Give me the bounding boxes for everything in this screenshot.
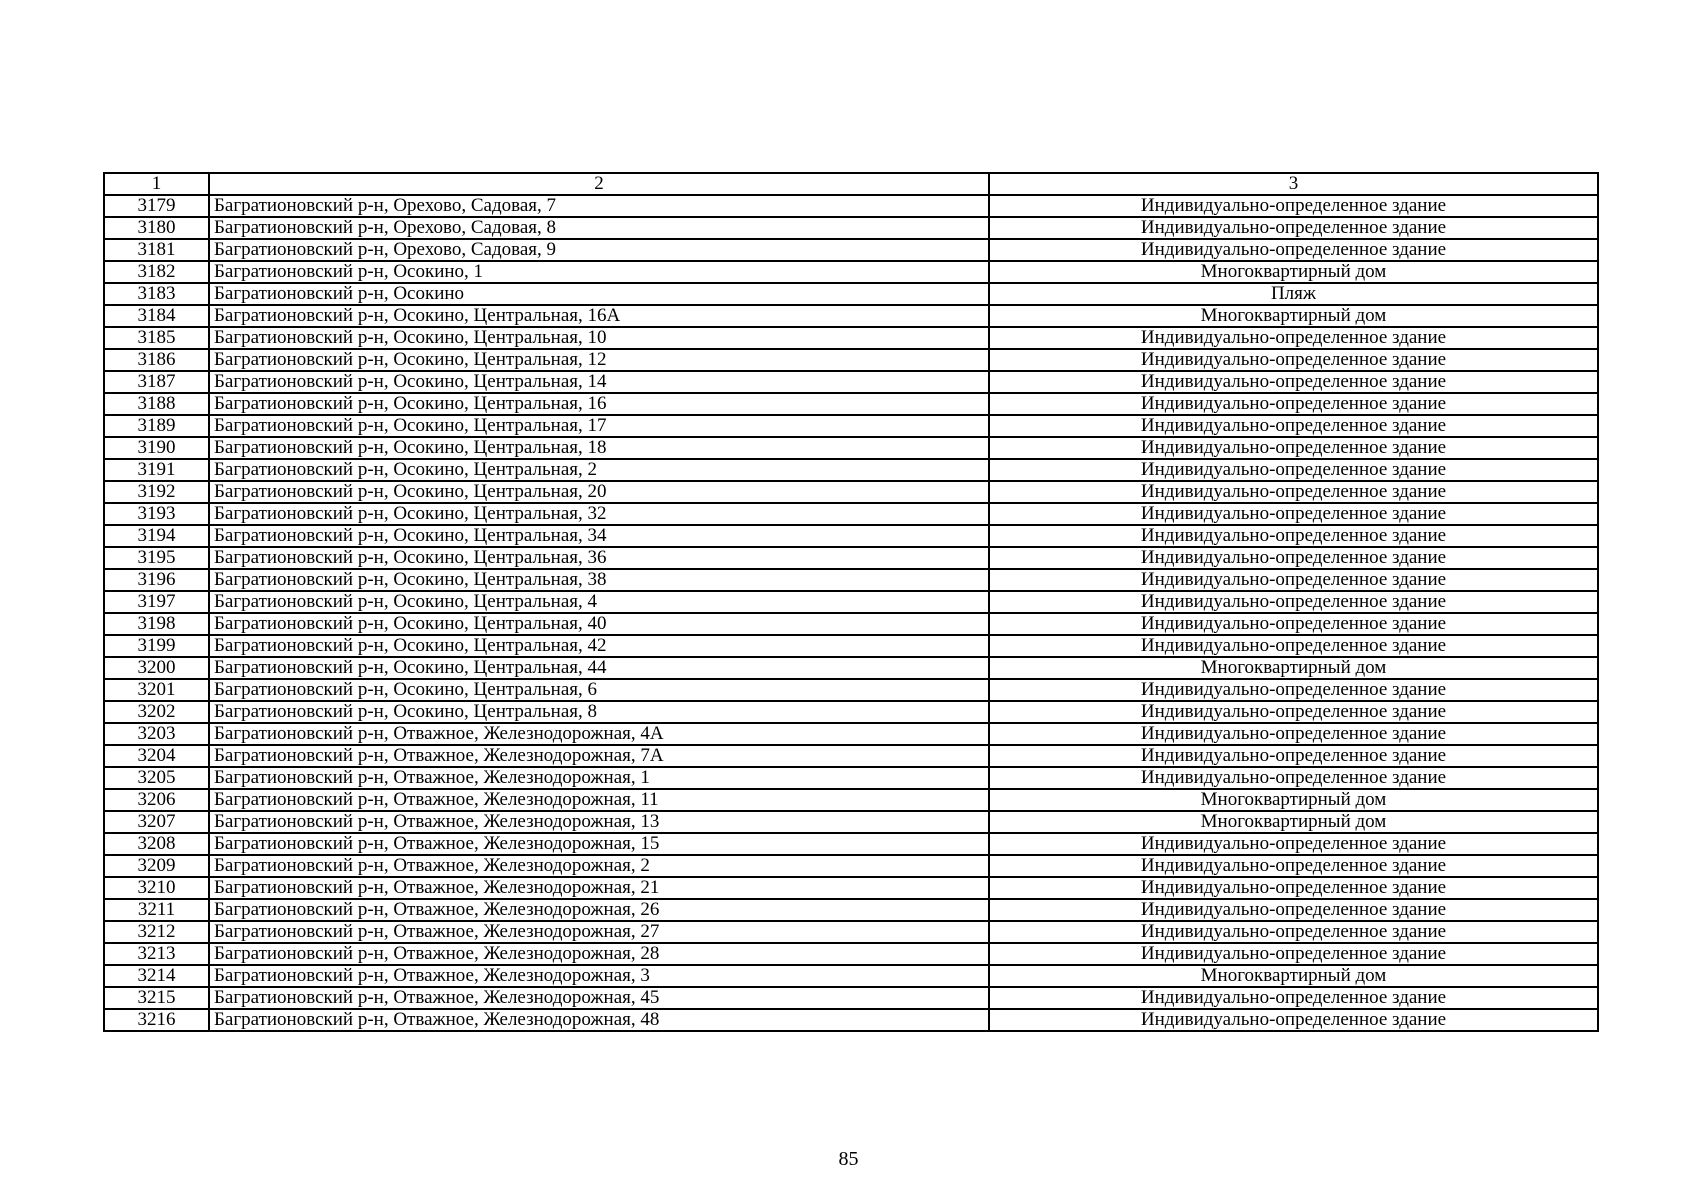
row-address: Багратионовский р-н, Отважное, Железнодорожная, 1 [209,767,989,789]
table-body [104,195,1598,1031]
row-object-type: Многоквартирный дом [989,811,1598,833]
header-col-3: 3 [989,173,1598,195]
row-number: 3207 [104,811,209,833]
row-address: Багратионовский р-н, Осокино, 1 [209,261,989,283]
page-number: 85 [838,1148,859,1170]
table-row [104,833,1598,855]
row-address: Багратионовский р-н, Отважное, Железнодорожная, 13 [209,811,989,833]
table-row [104,921,1598,943]
row-object-type: Индивидуально-определенное здание [989,349,1598,371]
table-row [104,635,1598,657]
row-object-type: Индивидуально-определенное здание [989,415,1598,437]
table-row [104,569,1598,591]
row-object-type: Индивидуально-определенное здание [989,503,1598,525]
table-row [104,745,1598,767]
row-number: 3198 [104,613,209,635]
row-address: Багратионовский р-н, Осокино, Центральная, 38 [209,569,989,591]
row-address: Багратионовский р-н, Отважное, Железнодорожная, 2 [209,855,989,877]
row-address: Багратионовский р-н, Осокино, Центральная, 32 [209,503,989,525]
row-number: 3192 [104,481,209,503]
row-address: Багратионовский р-н, Отважное, Железнодорожная, 11 [209,789,989,811]
table-row [104,261,1598,283]
table-row [104,767,1598,789]
table-row [104,547,1598,569]
row-address: Багратионовский р-н, Отважное, Железнодорожная, 15 [209,833,989,855]
row-address: Багратионовский р-н, Отважное, Железнодорожная, 27 [209,921,989,943]
row-address: Багратионовский р-н, Осокино, Центральная, 4 [209,591,989,613]
row-number: 3196 [104,569,209,591]
table-row [104,459,1598,481]
row-number: 3205 [104,767,209,789]
row-address: Багратионовский р-н, Отважное, Железнодорожная, 4А [209,723,989,745]
row-object-type: Индивидуально-определенное здание [989,921,1598,943]
table-row [104,393,1598,415]
row-number: 3204 [104,745,209,767]
row-number: 3212 [104,921,209,943]
row-address: Багратионовский р-н, Осокино, Центральная, 16А [209,305,989,327]
row-object-type: Индивидуально-определенное здание [989,943,1598,965]
row-number: 3199 [104,635,209,657]
row-address: Багратионовский р-н, Отважное, Железнодорожная, 48 [209,1009,989,1031]
row-object-type: Индивидуально-определенное здание [989,591,1598,613]
row-number: 3194 [104,525,209,547]
table-row [104,987,1598,1009]
table-row [104,1009,1598,1031]
row-address: Багратионовский р-н, Орехово, Садовая, 8 [209,217,989,239]
row-address: Багратионовский р-н, Орехово, Садовая, 9 [209,239,989,261]
row-number: 3193 [104,503,209,525]
row-number: 3186 [104,349,209,371]
row-number: 3201 [104,679,209,701]
table-row [104,591,1598,613]
row-address: Багратионовский р-н, Осокино, Центральная, 36 [209,547,989,569]
row-object-type: Многоквартирный дом [989,261,1598,283]
row-number: 3213 [104,943,209,965]
header-col-1: 1 [104,173,209,195]
table-row [104,943,1598,965]
table-row [104,789,1598,811]
table-row [104,723,1598,745]
row-object-type: Индивидуально-определенное здание [989,723,1598,745]
row-address: Багратионовский р-н, Осокино, Центральная, 6 [209,679,989,701]
row-address: Багратионовский р-н, Осокино, Центральная, 2 [209,459,989,481]
row-object-type: Индивидуально-определенное здание [989,481,1598,503]
row-object-type: Индивидуально-определенное здание [989,635,1598,657]
table-row [104,965,1598,987]
row-object-type: Индивидуально-определенное здание [989,679,1598,701]
row-object-type: Индивидуально-определенное здание [989,217,1598,239]
row-object-type: Индивидуально-определенное здание [989,613,1598,635]
row-number: 3185 [104,327,209,349]
table-row [104,481,1598,503]
row-address: Багратионовский р-н, Осокино, Центральная, 18 [209,437,989,459]
row-object-type: Индивидуально-определенное здание [989,569,1598,591]
row-number: 3197 [104,591,209,613]
row-address: Багратионовский р-н, Осокино, Центральная, 34 [209,525,989,547]
row-address: Багратионовский р-н, Отважное, Железнодорожная, 7А [209,745,989,767]
property-table [103,172,1599,1032]
row-address: Багратионовский р-н, Осокино, Центральная, 17 [209,415,989,437]
row-object-type: Индивидуально-определенное здание [989,459,1598,481]
row-object-type: Многоквартирный дом [989,657,1598,679]
table-row [104,877,1598,899]
table-row [104,239,1598,261]
table-row [104,855,1598,877]
row-number: 3187 [104,371,209,393]
row-object-type: Индивидуально-определенное здание [989,239,1598,261]
row-number: 3209 [104,855,209,877]
row-object-type: Индивидуально-определенное здание [989,745,1598,767]
row-number: 3211 [104,899,209,921]
row-address: Багратионовский р-н, Орехово, Садовая, 7 [209,195,989,217]
row-object-type: Индивидуально-определенное здание [989,195,1598,217]
row-address: Багратионовский р-н, Осокино, Центральная, 20 [209,481,989,503]
row-object-type: Индивидуально-определенное здание [989,393,1598,415]
row-number: 3214 [104,965,209,987]
row-object-type: Многоквартирный дом [989,305,1598,327]
table-row [104,217,1598,239]
row-number: 3190 [104,437,209,459]
row-number: 3188 [104,393,209,415]
row-object-type: Индивидуально-определенное здание [989,987,1598,1009]
row-address: Багратионовский р-н, Осокино, Центральная, 12 [209,349,989,371]
row-object-type: Индивидуально-определенное здание [989,855,1598,877]
row-object-type: Индивидуально-определенное здание [989,877,1598,899]
table-row [104,415,1598,437]
row-object-type: Многоквартирный дом [989,789,1598,811]
table-row [104,503,1598,525]
table-row [104,305,1598,327]
row-address: Багратионовский р-н, Осокино, Центральная, 44 [209,657,989,679]
row-address: Багратионовский р-н, Осокино [209,283,989,305]
row-address: Багратионовский р-н, Осокино, Центральная, 10 [209,327,989,349]
row-address: Багратионовский р-н, Отважное, Железнодорожная, 45 [209,987,989,1009]
table-row [104,657,1598,679]
table-header-row [104,173,1598,195]
row-object-type: Пляж [989,283,1598,305]
table-row [104,327,1598,349]
table-row [104,195,1598,217]
row-number: 3206 [104,789,209,811]
row-number: 3180 [104,217,209,239]
row-number: 3215 [104,987,209,1009]
row-address: Багратионовский р-н, Осокино, Центральная, 42 [209,635,989,657]
table-row [104,811,1598,833]
row-number: 3208 [104,833,209,855]
table-row [104,679,1598,701]
table-row [104,283,1598,305]
row-address: Багратионовский р-н, Отважное, Железнодорожная, 28 [209,943,989,965]
table-row [104,899,1598,921]
row-address: Багратионовский р-н, Отважное, Железнодорожная, 21 [209,877,989,899]
row-number: 3181 [104,239,209,261]
row-address: Багратионовский р-н, Осокино, Центральная, 14 [209,371,989,393]
table-row [104,613,1598,635]
row-number: 3189 [104,415,209,437]
row-number: 3203 [104,723,209,745]
row-number: 3191 [104,459,209,481]
row-number: 3184 [104,305,209,327]
row-object-type: Индивидуально-определенное здание [989,371,1598,393]
row-object-type: Индивидуально-определенное здание [989,327,1598,349]
row-number: 3216 [104,1009,209,1031]
row-number: 3195 [104,547,209,569]
row-number: 3202 [104,701,209,723]
row-number: 3179 [104,195,209,217]
row-object-type: Многоквартирный дом [989,965,1598,987]
table-row [104,349,1598,371]
row-object-type: Индивидуально-определенное здание [989,767,1598,789]
row-address: Багратионовский р-н, Осокино, Центральная, 16 [209,393,989,415]
row-object-type: Индивидуально-определенное здание [989,833,1598,855]
row-object-type: Индивидуально-определенное здание [989,547,1598,569]
row-number: 3200 [104,657,209,679]
table-row [104,701,1598,723]
header-col-2: 2 [209,173,989,195]
row-address: Багратионовский р-н, Осокино, Центральная, 8 [209,701,989,723]
row-object-type: Индивидуально-определенное здание [989,701,1598,723]
row-object-type: Индивидуально-определенное здание [989,1009,1598,1031]
row-object-type: Индивидуально-определенное здание [989,525,1598,547]
row-number: 3182 [104,261,209,283]
table-row [104,371,1598,393]
row-address: Багратионовский р-н, Отважное, Железнодорожная, 26 [209,899,989,921]
row-number: 3183 [104,283,209,305]
table-row [104,437,1598,459]
row-number: 3210 [104,877,209,899]
row-object-type: Индивидуально-определенное здание [989,437,1598,459]
table-row [104,525,1598,547]
row-address: Багратионовский р-н, Осокино, Центральная, 40 [209,613,989,635]
row-address: Багратионовский р-н, Отважное, Железнодорожная, 3 [209,965,989,987]
row-object-type: Индивидуально-определенное здание [989,899,1598,921]
